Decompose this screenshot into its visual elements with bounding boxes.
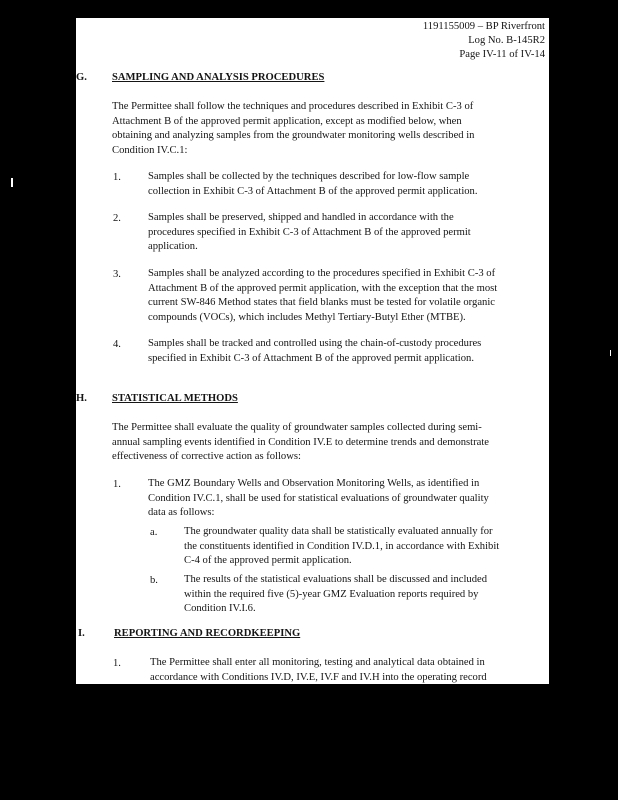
section-g-intro-line: Condition IV.C.1: <box>112 144 188 156</box>
section-h-subitem-b-letter: b. <box>150 575 158 586</box>
section-h-subitem-b-text <box>184 573 487 617</box>
section-g-intro <box>112 100 474 158</box>
item-line: procedures specified in Exhibit C-3 of Attachment B of the approved permit <box>148 226 471 238</box>
section-g-item-4-number: 4. <box>113 339 121 350</box>
section-g-title: SAMPLING AND ANALYSIS PROCEDURES <box>112 72 325 83</box>
section-g-intro-line: Attachment B of the approved permit application, except as modified below, when <box>112 115 462 127</box>
item-line: current SW-846 Method states that field blanks must be tested for volatile organic <box>148 297 495 309</box>
scan-speck <box>11 178 13 187</box>
item-line: specified in Exhibit C-3 of Attachment B of the approved permit application. <box>148 352 474 364</box>
item-line: Condition IV.C.1, shall be used for statistical evaluations of groundwater quality <box>148 492 489 504</box>
item-line: Samples shall be tracked and controlled using the chain-of-custody procedures <box>148 338 482 349</box>
item-line: The GMZ Boundary Wells and Observation Monitoring Wells, as identified in <box>148 478 480 489</box>
section-h-intro-line: effectiveness of corrective action as follows: <box>112 451 301 463</box>
subitem-line: within the required five (5)-year GMZ Evaluation reports required by <box>184 588 479 600</box>
section-i-title: REPORTING AND RECORDKEEPING <box>114 628 301 639</box>
header-page-number: Page IV-11 of IV-14 <box>459 49 545 60</box>
item-line: The Permittee shall enter all monitoring, testing and analytical data obtained in <box>150 657 485 668</box>
subitem-line: The groundwater quality data shall be statistically evaluated annually for <box>184 526 493 537</box>
item-line: Samples shall be analyzed according to the procedures specified in Exhibit C-3 of <box>148 268 496 279</box>
section-i-item-1-text <box>150 656 487 684</box>
header-log-no: Log No. B-145R2 <box>468 35 545 46</box>
section-h-item-1-text <box>148 477 489 521</box>
subitem-line: C-4 of the approved permit application. <box>184 555 352 567</box>
section-g-letter: G. <box>76 72 87 83</box>
section-g-intro-line: obtaining and analyzing samples from the groundwater monitoring wells described in <box>112 130 475 142</box>
section-g-item-2-number: 2. <box>113 213 121 224</box>
section-h-item-1-number: 1. <box>113 479 121 490</box>
scan-speck <box>610 350 611 356</box>
section-h-intro-line: The Permittee shall evaluate the quality of groundwater samples collected during semi- <box>112 422 482 433</box>
section-g-item-2-text <box>148 211 471 255</box>
subitem-line: Condition IV.I.6. <box>184 603 256 615</box>
section-g-intro-line: The Permittee shall follow the techniques and procedures described in Exhibit C-3 of <box>112 101 474 112</box>
item-line: compounds (VOCs), which includes Methyl Tertiary-Butyl Ether (MTBE). <box>148 311 466 323</box>
section-h-subitem-a-text <box>184 525 499 569</box>
item-line: application. <box>148 241 198 253</box>
item-line: Samples shall be collected by the techniques described for low-flow sample <box>148 171 470 182</box>
section-i-item-1-number: 1. <box>113 658 121 669</box>
section-g-item-4-text <box>148 337 481 366</box>
item-line: collection in Exhibit C-3 of Attachment B of the approved permit application. <box>148 185 478 197</box>
section-h-letter: H. <box>76 393 87 404</box>
section-g-item-1-number: 1. <box>113 172 121 183</box>
section-g-item-3-number: 3. <box>113 269 121 280</box>
section-g-item-3-text <box>148 267 497 325</box>
section-h-title: STATISTICAL METHODS <box>112 393 238 404</box>
item-line: accordance with Conditions IV.D, IV.E, IV.F and IV.H into the operating record <box>150 671 487 683</box>
section-h-intro <box>112 421 489 465</box>
item-line: Attachment B of the approved permit application, with the exception that the most <box>148 282 498 294</box>
subitem-line: the constituents identified in Condition IV.D.1, in accordance with Exhibit <box>184 540 500 552</box>
section-h-subitem-a-letter: a. <box>150 527 158 538</box>
section-h-intro-line: annual sampling events identified in Condition IV.E to determine trends and demonstrate <box>112 436 489 448</box>
document-page <box>76 18 549 684</box>
item-line: data as follows: <box>148 507 215 519</box>
section-i-letter: I. <box>78 628 85 639</box>
section-g-item-1-text <box>148 170 478 199</box>
item-line: Samples shall be preserved, shipped and handled in accordance with the <box>148 212 454 223</box>
header-doc-id: 1191155009 – BP Riverfront <box>422 21 545 32</box>
subitem-line: The results of the statistical evaluations shall be discussed and included <box>184 574 488 585</box>
